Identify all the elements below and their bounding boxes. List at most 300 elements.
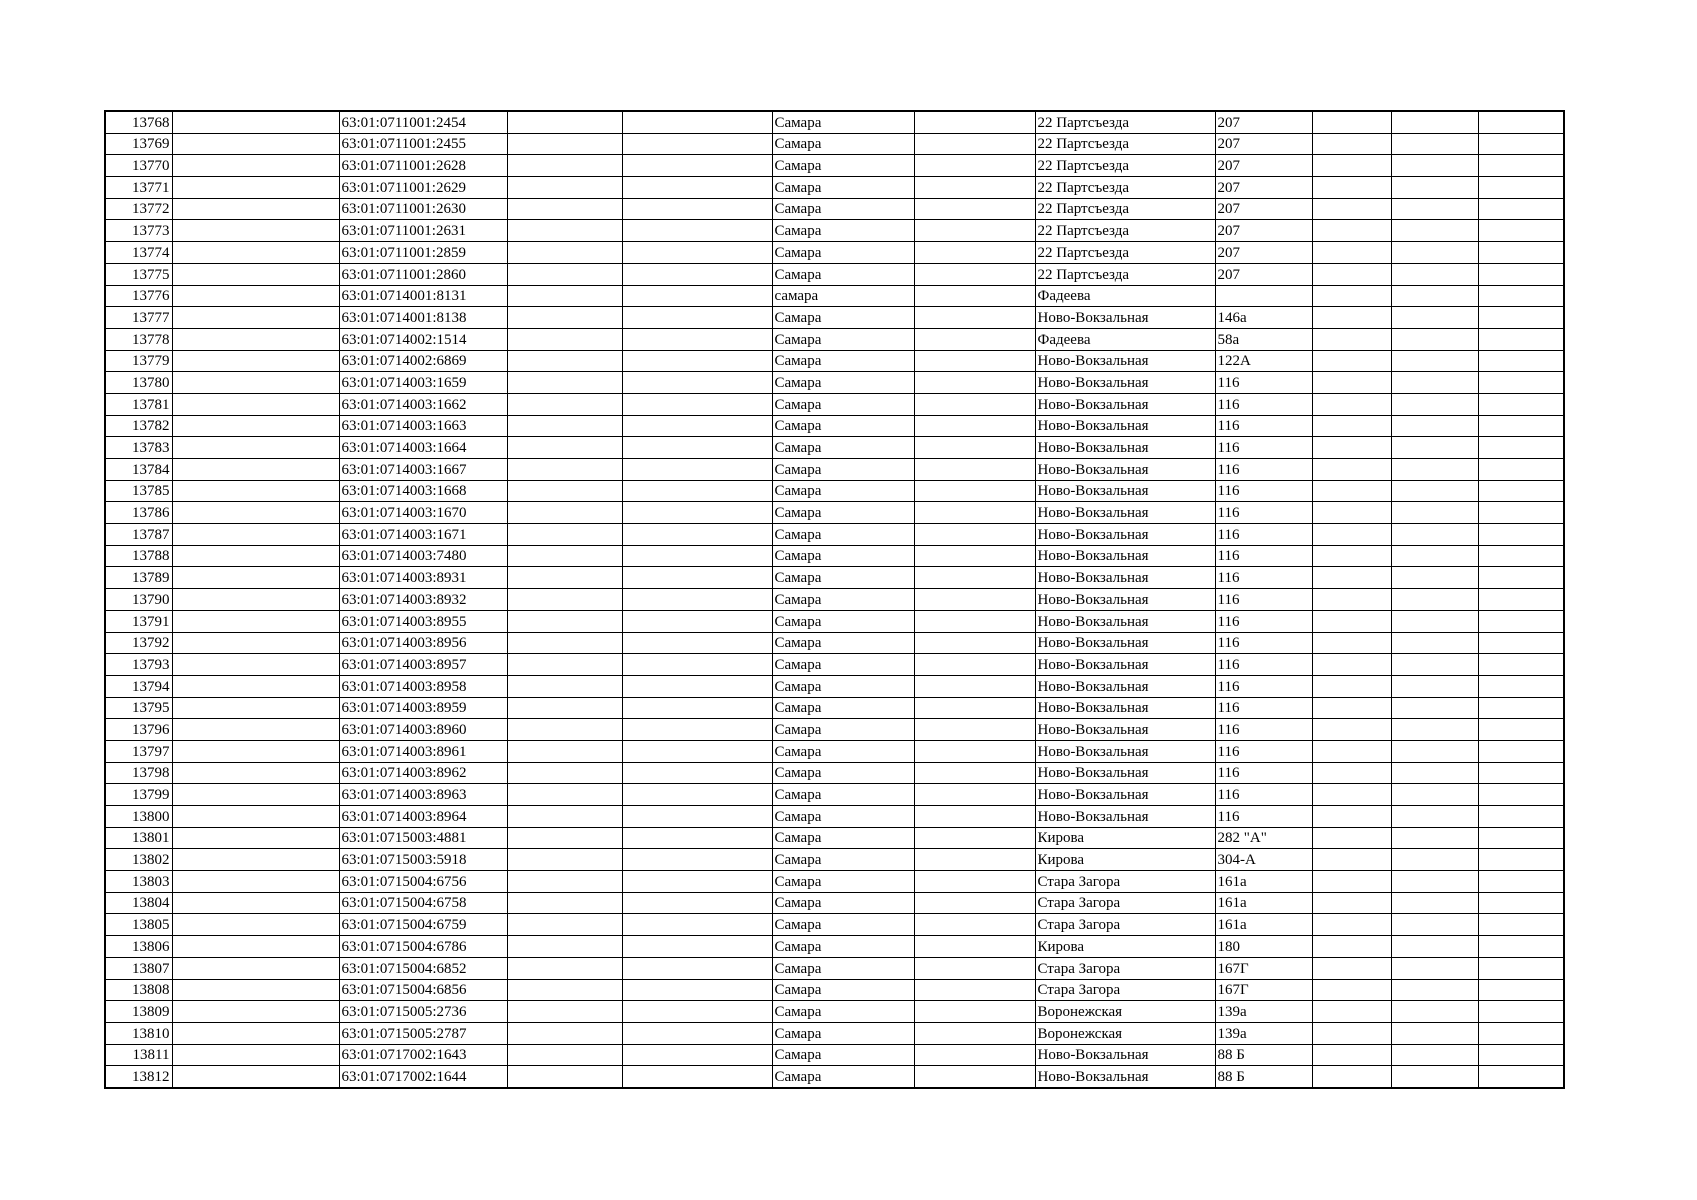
- empty-cell: [1478, 762, 1564, 784]
- street-cell: Ново-Вокзальная: [1035, 524, 1215, 546]
- empty-cell: [914, 1001, 1035, 1023]
- cadastral-number-cell: 63:01:0715003:4881: [339, 827, 507, 849]
- table-row: [105, 1066, 1564, 1088]
- empty-cell: [1478, 372, 1564, 394]
- empty-cell: [622, 502, 772, 524]
- street-cell: Ново-Вокзальная: [1035, 567, 1215, 589]
- street-cell: 22 Партсъезда: [1035, 220, 1215, 242]
- cadastral-number-cell: 63:01:0714003:1662: [339, 393, 507, 415]
- house-number-cell: 282 "А": [1215, 827, 1312, 849]
- empty-cell: [172, 545, 339, 567]
- cadastral-number-cell: 63:01:0715004:6786: [339, 936, 507, 958]
- street-cell: Ново-Вокзальная: [1035, 697, 1215, 719]
- cadastral-number-cell: 63:01:0714002:6869: [339, 350, 507, 372]
- street-cell: 22 Партсъезда: [1035, 242, 1215, 264]
- row-number-cell: 13803: [105, 871, 172, 893]
- house-number-cell: 116: [1215, 437, 1312, 459]
- empty-cell: [914, 480, 1035, 502]
- empty-cell: [1391, 827, 1478, 849]
- city-cell: Самара: [772, 133, 914, 155]
- empty-cell: [1478, 177, 1564, 199]
- street-cell: Ново-Вокзальная: [1035, 654, 1215, 676]
- empty-cell: [1478, 459, 1564, 481]
- empty-cell: [172, 307, 339, 329]
- empty-cell: [172, 849, 339, 871]
- empty-cell: [172, 567, 339, 589]
- empty-cell: [1391, 459, 1478, 481]
- empty-cell: [1312, 328, 1391, 350]
- empty-cell: [507, 892, 622, 914]
- empty-cell: [914, 263, 1035, 285]
- street-cell: Ново-Вокзальная: [1035, 307, 1215, 329]
- row-number-cell: 13795: [105, 697, 172, 719]
- row-number-cell: 13785: [105, 480, 172, 502]
- table-row: [105, 350, 1564, 372]
- street-cell: 22 Партсъезда: [1035, 177, 1215, 199]
- cadastral-number-cell: 63:01:0717002:1643: [339, 1044, 507, 1066]
- empty-cell: [622, 545, 772, 567]
- empty-cell: [1478, 198, 1564, 220]
- empty-cell: [914, 1022, 1035, 1044]
- empty-cell: [914, 133, 1035, 155]
- empty-cell: [914, 393, 1035, 415]
- empty-cell: [622, 914, 772, 936]
- city-cell: Самара: [772, 307, 914, 329]
- empty-cell: [1478, 1066, 1564, 1088]
- empty-cell: [1391, 784, 1478, 806]
- street-cell: Ново-Вокзальная: [1035, 610, 1215, 632]
- row-number-cell: 13776: [105, 285, 172, 307]
- street-cell: Воронежская: [1035, 1022, 1215, 1044]
- empty-cell: [622, 459, 772, 481]
- cadastral-number-cell: 63:01:0711001:2859: [339, 242, 507, 264]
- cadastral-number-cell: 63:01:0714003:8955: [339, 610, 507, 632]
- street-cell: Ново-Вокзальная: [1035, 719, 1215, 741]
- empty-cell: [1391, 849, 1478, 871]
- empty-cell: [914, 762, 1035, 784]
- table-row: [105, 220, 1564, 242]
- house-number-cell: 207: [1215, 198, 1312, 220]
- empty-cell: [1478, 784, 1564, 806]
- street-cell: Кирова: [1035, 936, 1215, 958]
- cadastral-number-cell: 63:01:0714001:8138: [339, 307, 507, 329]
- empty-cell: [914, 285, 1035, 307]
- table-row: [105, 328, 1564, 350]
- empty-cell: [1478, 654, 1564, 676]
- row-number-cell: 13800: [105, 806, 172, 828]
- empty-cell: [172, 415, 339, 437]
- empty-cell: [172, 111, 339, 133]
- empty-cell: [1478, 1001, 1564, 1023]
- empty-cell: [507, 957, 622, 979]
- house-number-cell: 180: [1215, 936, 1312, 958]
- row-number-cell: 13798: [105, 762, 172, 784]
- empty-cell: [914, 654, 1035, 676]
- city-cell: Самара: [772, 567, 914, 589]
- empty-cell: [1478, 806, 1564, 828]
- empty-cell: [1478, 220, 1564, 242]
- cadastral-number-cell: 63:01:0714003:8958: [339, 675, 507, 697]
- table-row: [105, 545, 1564, 567]
- empty-cell: [1391, 806, 1478, 828]
- table-row: [105, 610, 1564, 632]
- empty-cell: [622, 632, 772, 654]
- empty-cell: [914, 220, 1035, 242]
- cadastral-number-cell: 63:01:0714003:1667: [339, 459, 507, 481]
- empty-cell: [507, 328, 622, 350]
- house-number-cell: 116: [1215, 740, 1312, 762]
- empty-cell: [1478, 502, 1564, 524]
- empty-cell: [622, 654, 772, 676]
- empty-cell: [507, 502, 622, 524]
- street-cell: Стара Загора: [1035, 914, 1215, 936]
- empty-cell: [914, 307, 1035, 329]
- empty-cell: [172, 784, 339, 806]
- house-number-cell: 88 Б: [1215, 1044, 1312, 1066]
- table-row: [105, 393, 1564, 415]
- empty-cell: [507, 1066, 622, 1088]
- table-row: [105, 155, 1564, 177]
- empty-cell: [1478, 480, 1564, 502]
- city-cell: Самара: [772, 1022, 914, 1044]
- empty-cell: [172, 1001, 339, 1023]
- empty-cell: [1478, 111, 1564, 133]
- empty-cell: [1391, 177, 1478, 199]
- empty-cell: [1391, 914, 1478, 936]
- empty-cell: [914, 502, 1035, 524]
- empty-cell: [1391, 1022, 1478, 1044]
- empty-cell: [1391, 719, 1478, 741]
- street-cell: Ново-Вокзальная: [1035, 762, 1215, 784]
- house-number-cell: [1215, 285, 1312, 307]
- empty-cell: [1312, 740, 1391, 762]
- row-number-cell: 13805: [105, 914, 172, 936]
- cadastral-number-cell: 63:01:0714003:8932: [339, 589, 507, 611]
- table-row: [105, 740, 1564, 762]
- city-cell: Самара: [772, 155, 914, 177]
- cadastral-number-cell: 63:01:0714003:8964: [339, 806, 507, 828]
- cadastral-number-cell: 63:01:0714003:8956: [339, 632, 507, 654]
- table-row: [105, 415, 1564, 437]
- city-cell: Самара: [772, 892, 914, 914]
- table-row: [105, 1022, 1564, 1044]
- empty-cell: [507, 914, 622, 936]
- street-cell: Стара Загора: [1035, 957, 1215, 979]
- city-cell: Самара: [772, 242, 914, 264]
- table-row: [105, 459, 1564, 481]
- empty-cell: [1312, 1022, 1391, 1044]
- table-row: [105, 762, 1564, 784]
- empty-cell: [914, 849, 1035, 871]
- empty-cell: [1391, 198, 1478, 220]
- empty-cell: [1312, 697, 1391, 719]
- city-cell: Самара: [772, 1044, 914, 1066]
- empty-cell: [622, 979, 772, 1001]
- empty-cell: [1478, 155, 1564, 177]
- cadastral-number-cell: 63:01:0715004:6852: [339, 957, 507, 979]
- empty-cell: [1391, 936, 1478, 958]
- empty-cell: [1391, 263, 1478, 285]
- empty-cell: [507, 979, 622, 1001]
- empty-cell: [507, 459, 622, 481]
- empty-cell: [1312, 675, 1391, 697]
- empty-cell: [1391, 307, 1478, 329]
- empty-cell: [622, 372, 772, 394]
- empty-cell: [1312, 307, 1391, 329]
- house-number-cell: 116: [1215, 806, 1312, 828]
- cadastral-number-cell: 63:01:0714002:1514: [339, 328, 507, 350]
- empty-cell: [172, 393, 339, 415]
- empty-cell: [1478, 567, 1564, 589]
- empty-cell: [1312, 524, 1391, 546]
- empty-cell: [507, 198, 622, 220]
- empty-cell: [507, 1022, 622, 1044]
- city-cell: Самара: [772, 198, 914, 220]
- empty-cell: [1478, 719, 1564, 741]
- empty-cell: [1391, 567, 1478, 589]
- house-number-cell: 116: [1215, 545, 1312, 567]
- empty-cell: [622, 740, 772, 762]
- empty-cell: [507, 936, 622, 958]
- empty-cell: [914, 871, 1035, 893]
- row-number-cell: 13797: [105, 740, 172, 762]
- empty-cell: [172, 654, 339, 676]
- empty-cell: [1312, 111, 1391, 133]
- table-row: [105, 719, 1564, 741]
- table-row: [105, 632, 1564, 654]
- empty-cell: [1478, 437, 1564, 459]
- cadastral-number-cell: 63:01:0714003:8957: [339, 654, 507, 676]
- empty-cell: [1312, 654, 1391, 676]
- empty-cell: [1391, 350, 1478, 372]
- empty-cell: [1312, 567, 1391, 589]
- street-cell: Стара Загора: [1035, 871, 1215, 893]
- table-row: [105, 806, 1564, 828]
- empty-cell: [1478, 936, 1564, 958]
- empty-cell: [1391, 328, 1478, 350]
- empty-cell: [172, 871, 339, 893]
- empty-cell: [1478, 675, 1564, 697]
- street-cell: 22 Партсъезда: [1035, 198, 1215, 220]
- empty-cell: [507, 307, 622, 329]
- table-row: [105, 111, 1564, 133]
- empty-cell: [1391, 372, 1478, 394]
- house-number-cell: 161а: [1215, 914, 1312, 936]
- city-cell: Самара: [772, 827, 914, 849]
- empty-cell: [914, 632, 1035, 654]
- cadastral-number-cell: 63:01:0714003:1671: [339, 524, 507, 546]
- empty-cell: [1312, 1001, 1391, 1023]
- city-cell: Самара: [772, 957, 914, 979]
- row-number-cell: 13773: [105, 220, 172, 242]
- table-row: [105, 675, 1564, 697]
- empty-cell: [914, 979, 1035, 1001]
- empty-cell: [622, 719, 772, 741]
- table-row: [105, 892, 1564, 914]
- city-cell: Самара: [772, 480, 914, 502]
- house-number-cell: 116: [1215, 610, 1312, 632]
- empty-cell: [1312, 372, 1391, 394]
- city-cell: Самара: [772, 372, 914, 394]
- table-row: [105, 307, 1564, 329]
- cadastral-number-cell: 63:01:0714003:1670: [339, 502, 507, 524]
- table-row: [105, 437, 1564, 459]
- cadastral-number-cell: 63:01:0715004:6856: [339, 979, 507, 1001]
- cadastral-number-cell: 63:01:0714003:1664: [339, 437, 507, 459]
- city-cell: Самара: [772, 393, 914, 415]
- row-number-cell: 13801: [105, 827, 172, 849]
- empty-cell: [1312, 827, 1391, 849]
- empty-cell: [1478, 1044, 1564, 1066]
- empty-cell: [622, 111, 772, 133]
- empty-cell: [1478, 632, 1564, 654]
- empty-cell: [914, 1044, 1035, 1066]
- empty-cell: [914, 415, 1035, 437]
- empty-cell: [622, 892, 772, 914]
- empty-cell: [622, 697, 772, 719]
- empty-cell: [1478, 827, 1564, 849]
- street-cell: Ново-Вокзальная: [1035, 372, 1215, 394]
- empty-cell: [172, 502, 339, 524]
- cadastral-number-cell: 63:01:0715005:2736: [339, 1001, 507, 1023]
- city-cell: Самара: [772, 545, 914, 567]
- house-number-cell: 122А: [1215, 350, 1312, 372]
- house-number-cell: 207: [1215, 111, 1312, 133]
- table-row: [105, 263, 1564, 285]
- house-number-cell: 116: [1215, 632, 1312, 654]
- cadastral-number-cell: 63:01:0714003:1659: [339, 372, 507, 394]
- city-cell: Самара: [772, 632, 914, 654]
- cadastral-number-cell: 63:01:0714001:8131: [339, 285, 507, 307]
- empty-cell: [172, 740, 339, 762]
- city-cell: Самара: [772, 589, 914, 611]
- empty-cell: [914, 567, 1035, 589]
- row-number-cell: 13789: [105, 567, 172, 589]
- house-number-cell: 116: [1215, 762, 1312, 784]
- empty-cell: [172, 610, 339, 632]
- empty-cell: [914, 155, 1035, 177]
- empty-cell: [1312, 155, 1391, 177]
- empty-cell: [1478, 415, 1564, 437]
- city-cell: самара: [772, 285, 914, 307]
- empty-cell: [1478, 892, 1564, 914]
- empty-cell: [1312, 936, 1391, 958]
- empty-cell: [507, 177, 622, 199]
- empty-cell: [172, 133, 339, 155]
- house-number-cell: 116: [1215, 589, 1312, 611]
- cadastral-number-cell: 63:01:0714003:8960: [339, 719, 507, 741]
- empty-cell: [507, 806, 622, 828]
- empty-cell: [1478, 242, 1564, 264]
- empty-cell: [507, 827, 622, 849]
- empty-cell: [172, 372, 339, 394]
- empty-cell: [1312, 437, 1391, 459]
- empty-cell: [1478, 307, 1564, 329]
- empty-cell: [622, 610, 772, 632]
- table-row: [105, 827, 1564, 849]
- row-number-cell: 13802: [105, 849, 172, 871]
- house-number-cell: 116: [1215, 654, 1312, 676]
- empty-cell: [622, 198, 772, 220]
- street-cell: Ново-Вокзальная: [1035, 415, 1215, 437]
- street-cell: 22 Партсъезда: [1035, 155, 1215, 177]
- empty-cell: [172, 155, 339, 177]
- empty-cell: [622, 871, 772, 893]
- row-number-cell: 13788: [105, 545, 172, 567]
- empty-cell: [1312, 545, 1391, 567]
- table-row: [105, 784, 1564, 806]
- table-row: [105, 697, 1564, 719]
- empty-cell: [1478, 350, 1564, 372]
- empty-cell: [1391, 1066, 1478, 1088]
- row-number-cell: 13790: [105, 589, 172, 611]
- street-cell: Ново-Вокзальная: [1035, 589, 1215, 611]
- street-cell: Ново-Вокзальная: [1035, 502, 1215, 524]
- street-cell: Ново-Вокзальная: [1035, 459, 1215, 481]
- empty-cell: [914, 719, 1035, 741]
- empty-cell: [507, 372, 622, 394]
- empty-cell: [622, 849, 772, 871]
- street-cell: Ново-Вокзальная: [1035, 632, 1215, 654]
- table-row: [105, 936, 1564, 958]
- empty-cell: [507, 849, 622, 871]
- empty-cell: [172, 263, 339, 285]
- city-cell: Самара: [772, 654, 914, 676]
- street-cell: 22 Партсъезда: [1035, 111, 1215, 133]
- empty-cell: [1391, 675, 1478, 697]
- empty-cell: [172, 936, 339, 958]
- row-number-cell: 13811: [105, 1044, 172, 1066]
- empty-cell: [622, 567, 772, 589]
- empty-cell: [622, 827, 772, 849]
- city-cell: Самара: [772, 979, 914, 1001]
- empty-cell: [507, 610, 622, 632]
- empty-cell: [1391, 437, 1478, 459]
- cadastral-number-cell: 63:01:0711001:2454: [339, 111, 507, 133]
- row-number-cell: 13796: [105, 719, 172, 741]
- empty-cell: [914, 1066, 1035, 1088]
- empty-cell: [914, 372, 1035, 394]
- empty-cell: [622, 1066, 772, 1088]
- house-number-cell: 116: [1215, 567, 1312, 589]
- street-cell: 22 Партсъезда: [1035, 133, 1215, 155]
- empty-cell: [172, 892, 339, 914]
- empty-cell: [1312, 784, 1391, 806]
- empty-cell: [507, 719, 622, 741]
- table-row: [105, 567, 1564, 589]
- table-row: [105, 871, 1564, 893]
- house-number-cell: 161а: [1215, 892, 1312, 914]
- city-cell: Самара: [772, 459, 914, 481]
- cadastral-number-cell: 63:01:0711001:2628: [339, 155, 507, 177]
- empty-cell: [914, 806, 1035, 828]
- city-cell: Самара: [772, 1001, 914, 1023]
- city-cell: Самара: [772, 502, 914, 524]
- row-number-cell: 13804: [105, 892, 172, 914]
- house-number-cell: 116: [1215, 675, 1312, 697]
- street-cell: Ново-Вокзальная: [1035, 784, 1215, 806]
- empty-cell: [507, 871, 622, 893]
- row-number-cell: 13768: [105, 111, 172, 133]
- street-cell: Воронежская: [1035, 1001, 1215, 1023]
- city-cell: Самара: [772, 177, 914, 199]
- empty-cell: [622, 784, 772, 806]
- city-cell: Самара: [772, 871, 914, 893]
- house-number-cell: 207: [1215, 155, 1312, 177]
- empty-cell: [507, 567, 622, 589]
- row-number-cell: 13772: [105, 198, 172, 220]
- city-cell: Самара: [772, 914, 914, 936]
